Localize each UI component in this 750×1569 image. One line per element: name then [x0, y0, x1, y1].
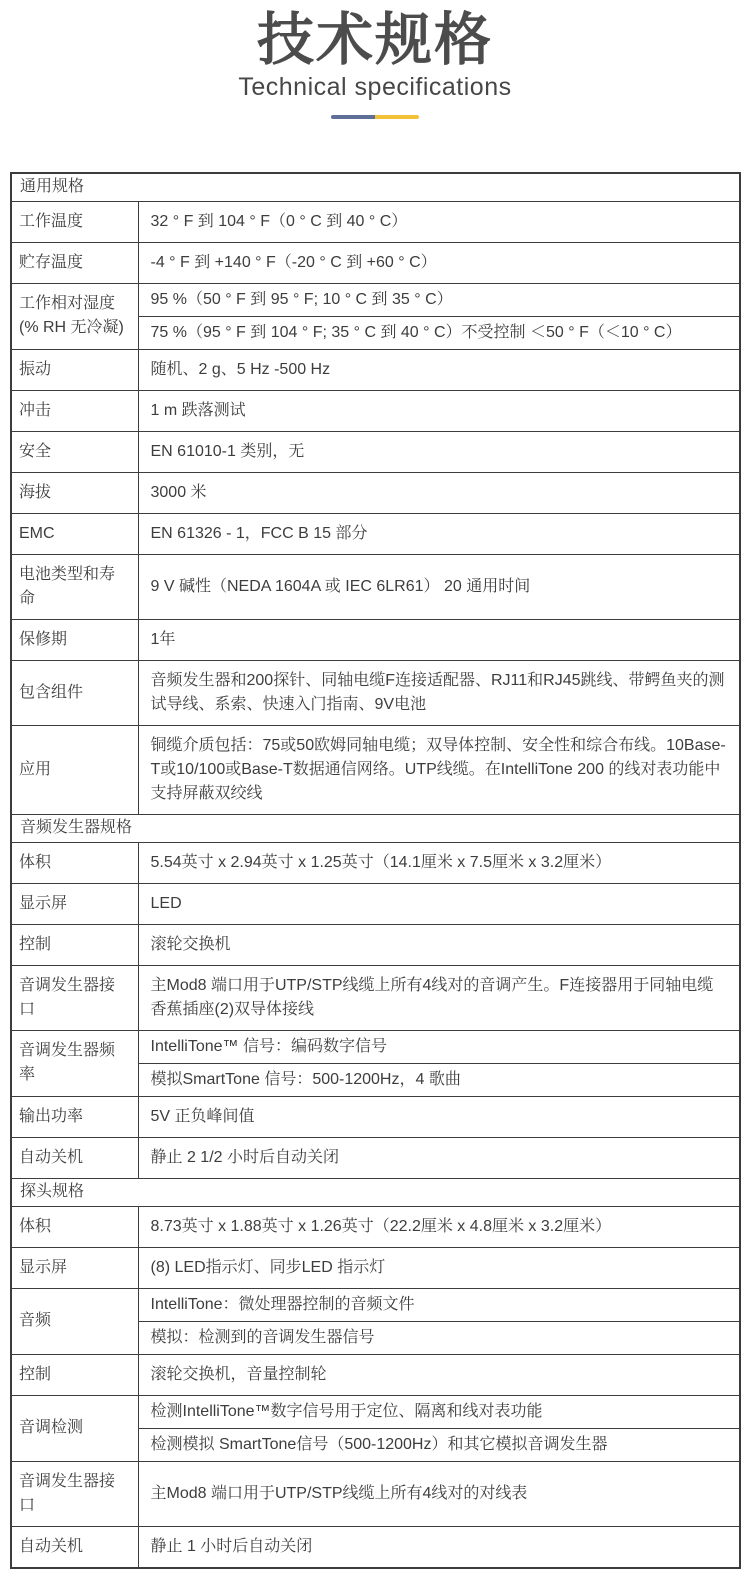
spec-label: 自动关机 [11, 1526, 138, 1568]
spec-value: 主Mod8 端口用于UTP/STP线缆上所有4线对的对线表 [138, 1461, 740, 1526]
section-header-row [11, 814, 740, 842]
spec-label: 音调发生器频率 [11, 1030, 138, 1096]
spec-table-body [11, 173, 740, 1568]
spec-value: -4 ° F 到 +140 ° F（-20 ° C 到 +60 ° C） [138, 242, 740, 283]
spec-label: EMC [11, 513, 138, 554]
title-divider [331, 115, 419, 119]
spec-row [11, 201, 740, 242]
section-header-row [11, 1178, 740, 1206]
spec-value: 1年 [138, 619, 740, 660]
spec-row [11, 1030, 740, 1063]
specs-table [10, 172, 741, 1569]
spec-value: EN 61326 - 1，FCC B 15 部分 [138, 513, 740, 554]
spec-value: 静止 1 小时后自动关闭 [138, 1526, 740, 1568]
page-header [0, 0, 750, 119]
spec-label: 振动 [11, 349, 138, 390]
spec-value: 检测IntelliTone™数字信号用于定位、隔离和线对表功能 [138, 1395, 740, 1428]
spec-label: 应用 [11, 725, 138, 814]
spec-row [11, 390, 740, 431]
spec-row [11, 1137, 740, 1178]
spec-label: 自动关机 [11, 1137, 138, 1178]
section-title: 音频发生器规格 [11, 814, 740, 842]
section-header-row [11, 173, 740, 202]
spec-label: 音调检测 [11, 1395, 138, 1461]
spec-label: 贮存温度 [11, 242, 138, 283]
spec-row [11, 1206, 740, 1247]
spec-label: 海拔 [11, 472, 138, 513]
spec-row [11, 1526, 740, 1568]
spec-row [11, 1288, 740, 1321]
spec-row [11, 242, 740, 283]
spec-value: 模拟：检测到的音调发生器信号 [138, 1321, 740, 1354]
spec-row [11, 965, 740, 1030]
spec-row [11, 554, 740, 619]
divider-right-segment [375, 115, 419, 119]
spec-label: 显示屏 [11, 883, 138, 924]
spec-label: 体积 [11, 1206, 138, 1247]
spec-row [11, 924, 740, 965]
spec-row [11, 619, 740, 660]
spec-value: 75 %（95 ° F 到 104 ° F; 35 ° C 到 40 ° C）不受控制 ＜50 ° F（＜10 ° C） [138, 316, 740, 349]
spec-label: 音频 [11, 1288, 138, 1354]
spec-value: 1 m 跌落测试 [138, 390, 740, 431]
spec-row [11, 1247, 740, 1288]
spec-value: 铜缆介质包括：75或50欧姆同轴电缆；双导体控制、安全性和综合布线。10Base-T或10/100或Base-T数据通信网络。UTP线缆。在IntelliTone 200 的线对表功能中支持屏蔽双绞线 [138, 725, 740, 814]
spec-value: 静止 2 1/2 小时后自动关闭 [138, 1137, 740, 1178]
spec-label: 保修期 [11, 619, 138, 660]
page-subtitle: Technical specifications [238, 72, 512, 101]
spec-label: 音调发生器接口 [11, 1461, 138, 1526]
spec-row [11, 1096, 740, 1137]
spec-label: 安全 [11, 431, 138, 472]
spec-value: 3000 米 [138, 472, 740, 513]
spec-value: (8) LED指示灯、同步LED 指示灯 [138, 1247, 740, 1288]
spec-value: 滚轮交换机 [138, 924, 740, 965]
spec-row [11, 1461, 740, 1526]
spec-row [11, 513, 740, 554]
spec-value: 5.54英寸 x 2.94英寸 x 1.25英寸（14.1厘米 x 7.5厘米 x 3.2厘米） [138, 842, 740, 883]
spec-row [11, 1395, 740, 1428]
spec-value: 滚轮交换机，音量控制轮 [138, 1354, 740, 1395]
spec-label: 音调发生器接口 [11, 965, 138, 1030]
spec-label: 控制 [11, 1354, 138, 1395]
spec-row [11, 725, 740, 814]
spec-row [11, 431, 740, 472]
section-title: 探头规格 [11, 1178, 740, 1206]
spec-value: 随机、2 g、5 Hz -500 Hz [138, 349, 740, 390]
spec-value: IntelliTone：微处理器控制的音频文件 [138, 1288, 740, 1321]
spec-row [11, 1354, 740, 1395]
spec-label: 控制 [11, 924, 138, 965]
spec-label: 工作相对湿度 (% RH 无冷凝) [11, 283, 138, 349]
spec-value: 9 V 碱性（NEDA 1604A 或 IEC 6LR61） 20 通用时间 [138, 554, 740, 619]
spec-row [11, 283, 740, 316]
spec-value: 主Mod8 端口用于UTP/STP线缆上所有4线对的音调产生。F连接器用于同轴电缆香蕉插座(2)双导体接线 [138, 965, 740, 1030]
spec-value: 32 ° F 到 104 ° F（0 ° C 到 40 ° C） [138, 201, 740, 242]
spec-row [11, 660, 740, 725]
spec-label: 显示屏 [11, 1247, 138, 1288]
spec-value: 5V 正负峰间值 [138, 1096, 740, 1137]
spec-row [11, 472, 740, 513]
spec-value: IntelliTone™ 信号：编码数字信号 [138, 1030, 740, 1063]
spec-value: EN 61010-1 类别，无 [138, 431, 740, 472]
spec-label: 工作温度 [11, 201, 138, 242]
spec-label: 体积 [11, 842, 138, 883]
spec-value: 8.73英寸 x 1.88英寸 x 1.26英寸（22.2厘米 x 4.8厘米 x 3.2厘米） [138, 1206, 740, 1247]
page-title: 技术规格 [257, 8, 493, 72]
spec-value: 模拟SmartTone 信号：500-1200Hz，4 歌曲 [138, 1063, 740, 1096]
spec-row [11, 349, 740, 390]
spec-value: 音频发生器和200探针、同轴电缆F连接适配器、RJ11和RJ45跳线、带鳄鱼夹的测试导线、系索、快速入门指南、9V电池 [138, 660, 740, 725]
spec-row [11, 883, 740, 924]
spec-value: 检测模拟 SmartTone信号（500-1200Hz）和其它模拟音调发生器 [138, 1428, 740, 1461]
spec-label: 冲击 [11, 390, 138, 431]
divider-left-segment [331, 115, 375, 119]
spec-label: 电池类型和寿命 [11, 554, 138, 619]
spec-value: 95 %（50 ° F 到 95 ° F; 10 ° C 到 35 ° C） [138, 283, 740, 316]
section-title: 通用规格 [11, 173, 740, 202]
spec-label: 输出功率 [11, 1096, 138, 1137]
spec-row [11, 842, 740, 883]
spec-label: 包含组件 [11, 660, 138, 725]
spec-value: LED [138, 883, 740, 924]
